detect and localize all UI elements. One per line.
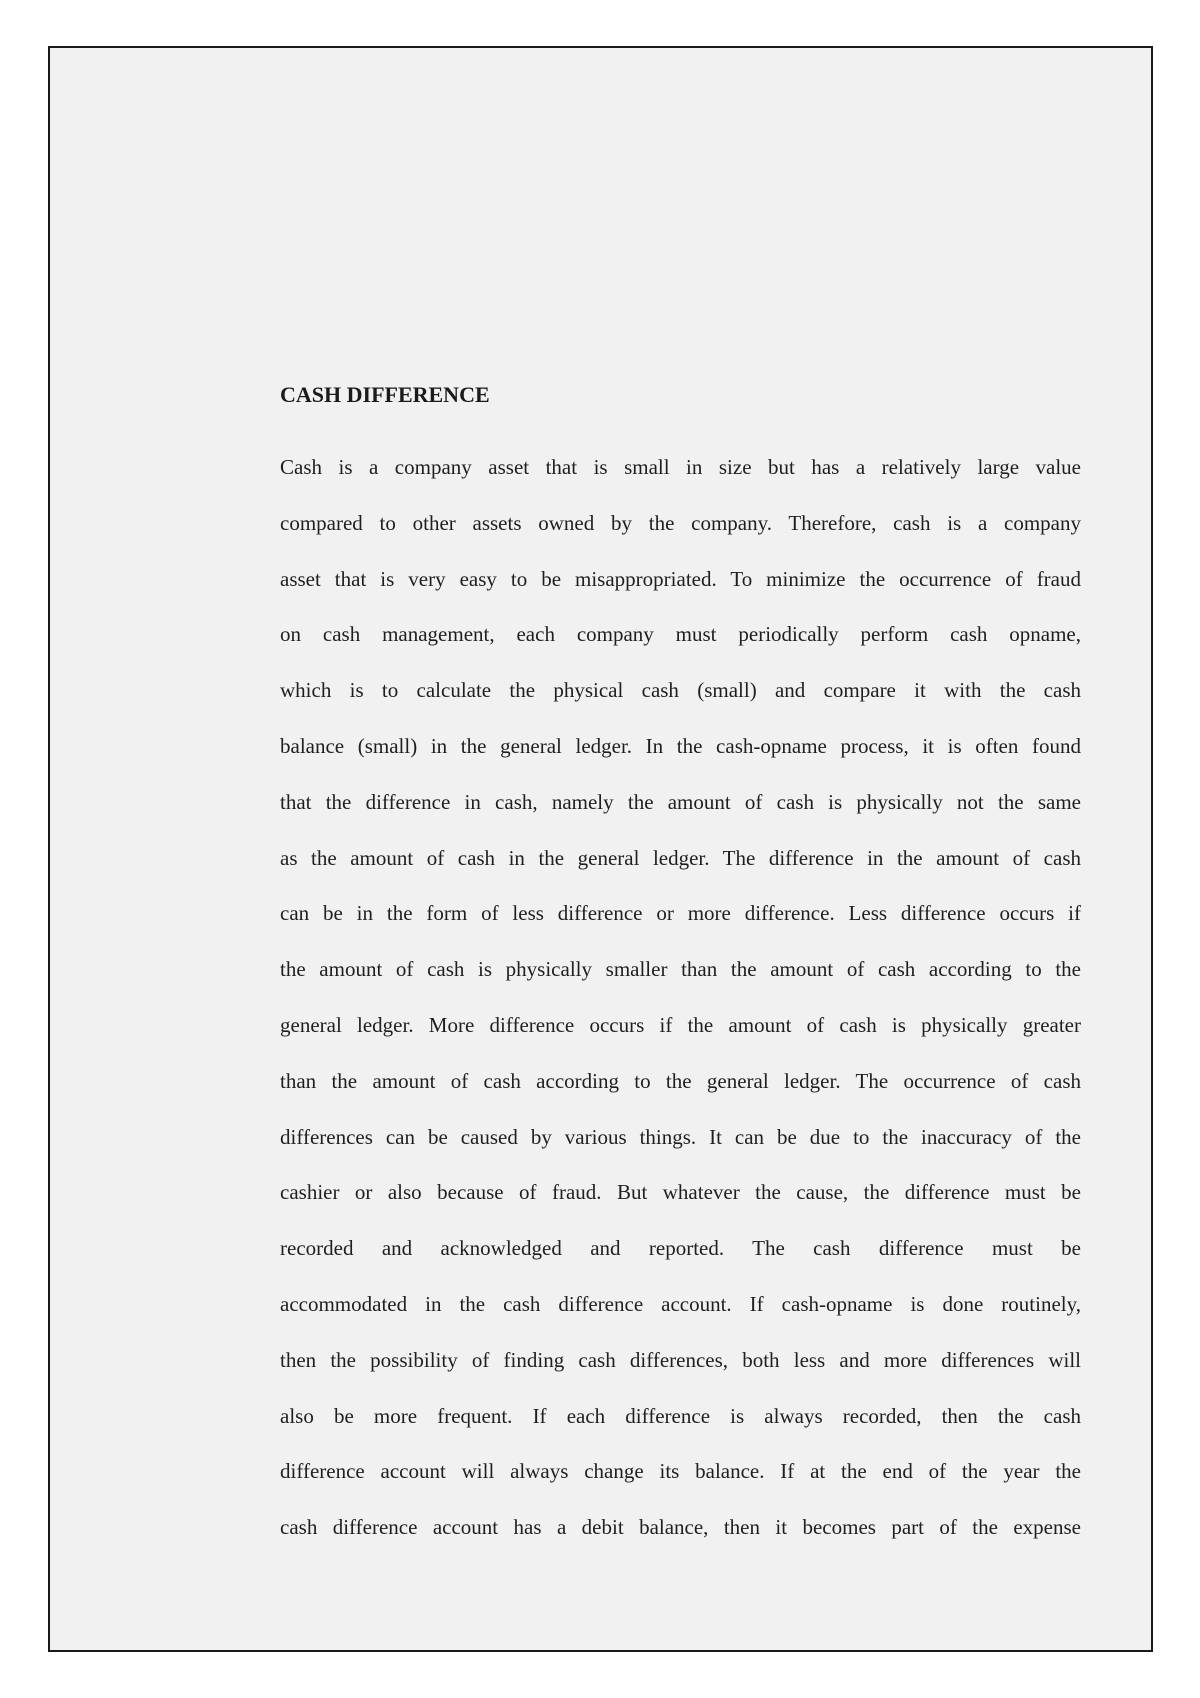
paragraph-line: then the possibility of finding cash differences, both less and more differences will bbox=[280, 1347, 1081, 1372]
paragraph-line: also be more frequent. If each difference is always recorded, then the cash bbox=[280, 1403, 1081, 1428]
paragraph-line: that the difference in cash, namely the amount of cash is physically not the same bbox=[280, 789, 1081, 814]
paragraph-line: Cash is a company asset that is small in size but has a relatively large value bbox=[280, 455, 1081, 479]
paragraph-line: cash difference account has a debit balance, then it becomes part of the expense bbox=[280, 1515, 1081, 1540]
document-page bbox=[48, 46, 1153, 1652]
paragraph-line: as the amount of cash in the general ledger. The difference in the amount of cash bbox=[280, 845, 1081, 870]
paragraph-line: compared to other assets owned by the company. Therefore, cash is a company bbox=[280, 510, 1081, 535]
paragraph-line: on cash management, each company must periodically perform cash opname, bbox=[280, 622, 1081, 647]
paragraph-line: the amount of cash is physically smaller than the amount of cash according to the bbox=[280, 957, 1081, 982]
paragraph-line: which is to calculate the physical cash (small) and compare it with the cash bbox=[280, 678, 1081, 703]
paragraph-line: accommodated in the cash difference account. If cash-opname is done routinely, bbox=[280, 1291, 1081, 1316]
body-paragraph bbox=[280, 450, 1081, 1566]
paragraph-line: differences can be caused by various things. It can be due to the inaccuracy of the bbox=[280, 1124, 1081, 1149]
document-title: CASH DIFFERENCE bbox=[280, 382, 490, 407]
paragraph-line: than the amount of cash according to the general ledger. The occurrence of cash bbox=[280, 1068, 1081, 1093]
paragraph-line: can be in the form of less difference or more difference. Less difference occurs if bbox=[280, 901, 1081, 926]
paragraph-line: general ledger. More difference occurs if the amount of cash is physically greater bbox=[280, 1012, 1081, 1037]
paragraph-line: asset that is very easy to be misappropriated. To minimize the occurrence of fraud bbox=[280, 566, 1081, 591]
paragraph-line: recorded and acknowledged and reported. The cash difference must be bbox=[280, 1236, 1081, 1261]
paragraph-line: cashier or also because of fraud. But whatever the cause, the difference must be bbox=[280, 1180, 1081, 1205]
paragraph-line: balance (small) in the general ledger. In the cash-opname process, it is often found bbox=[280, 733, 1081, 758]
paragraph-line: difference account will always change its balance. If at the end of the year the bbox=[280, 1459, 1081, 1484]
